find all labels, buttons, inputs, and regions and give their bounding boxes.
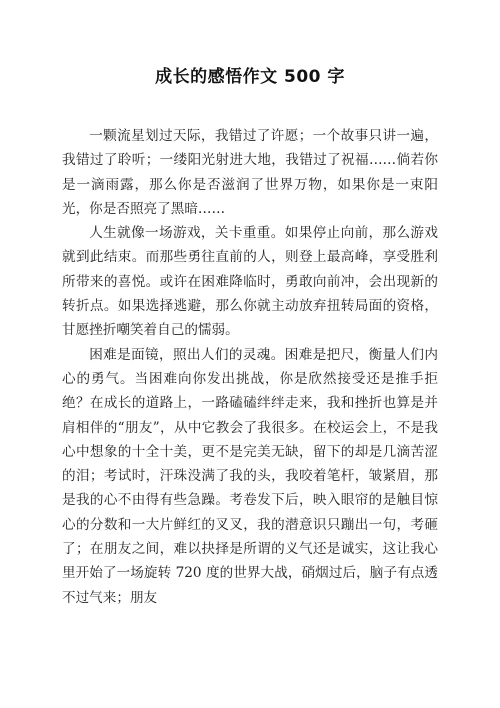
- document-body: [62, 124, 438, 610]
- document-title: 成长的感悟作文 500 字: [155, 67, 345, 87]
- paragraph-1: 一颗流星划过天际，我错过了许愿；一个故事只讲一遍，我错过了聆听；一缕阳光射进大地，我错过了祝福……倘若你是一滴雨露，那么你是否滋润了世界万物，如果你是一束阳光，你是否照亮了黑暗……: [62, 128, 438, 217]
- paragraph-2: 人生就像一场游戏，关卡重重。如果停止向前，那么游戏就到此结束。而那些勇往直前的人，则登上最高峰，享受胜利所带来的喜悦。或许在困难降临时，勇敢向前冲，会出现新的转折点。如果选择逃避，那么你就主动放弃扭转局面的资格，甘愿挫折嘲笑着自己的懦弱。: [62, 225, 438, 339]
- paragraph-3: 困难是面镜，照出人们的灵魂。困难是把尺，衡量人们内心的勇气。当困难向你发出挑战，你是欣然接受还是推手拒绝？在成长的道路上，一路磕磕绊绊走来，我和挫折也算是并肩相伴的“朋友”，从中它教会了我很多。在校运会上，不是我心中想象的十全十美，更不是完美无缺，留下的却是几滴苦涩的泪；考试时，汗珠没满了我的头，我咬着笔杆，皱紧眉，那是我的心不由得有些急躁。考卷发下后，映入眼帘的是触目惊心的分数和一大片鲜红的叉叉，我的潜意识只蹦出一句，考砸了；在朋友之间，难以抉择是所谓的义气还是诚实，这让我心里开始了一场旋转 720 度的世界大战，硝烟过后，脑子有点透不过气来；朋友: [62, 346, 438, 606]
